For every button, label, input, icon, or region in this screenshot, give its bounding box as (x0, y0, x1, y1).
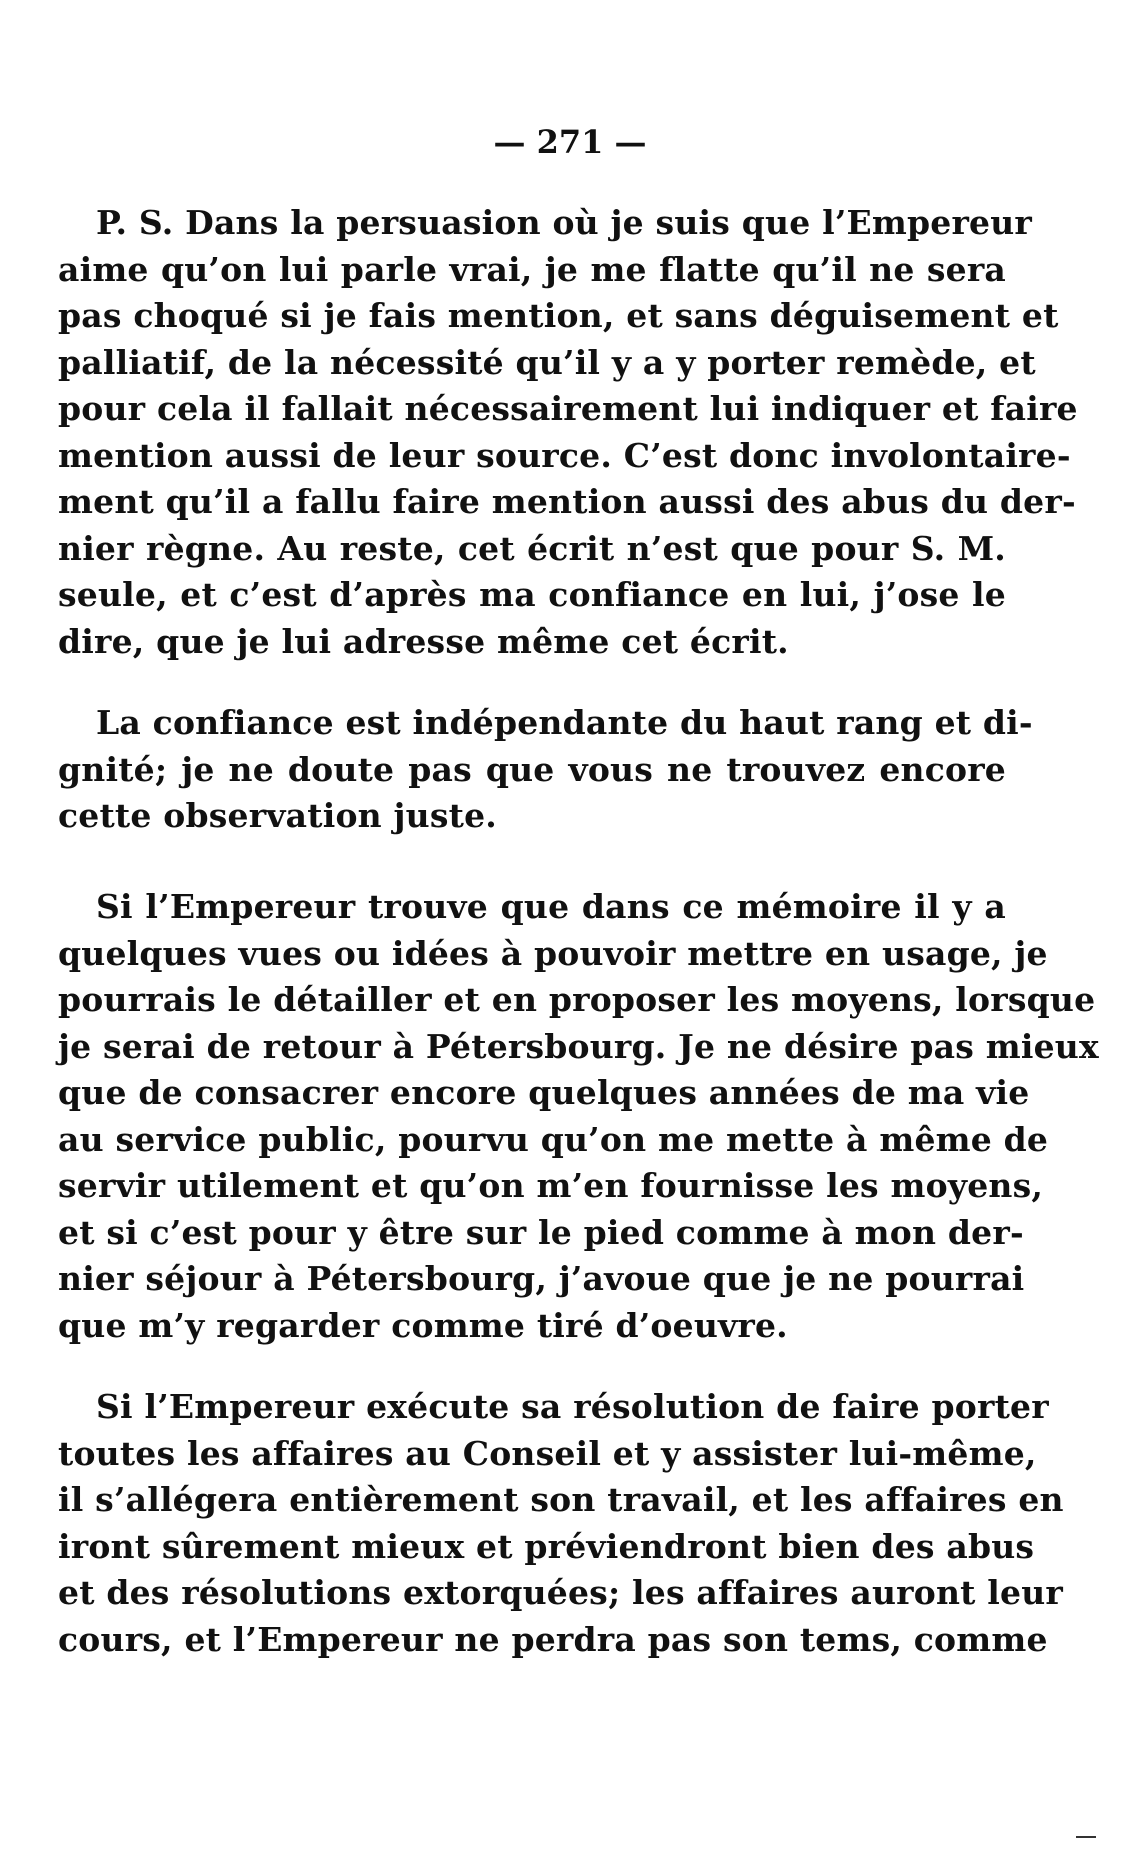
text-line: que m’y regarder comme tiré d’oeuvre. (58, 1305, 788, 1345)
text-line: et des résolutions extorquées; les affaires auront leur (58, 1573, 1063, 1612)
text-line: Si l’Empereur exécute sa résolution de faire porter (96, 1387, 1049, 1426)
text-line: seule, et c’est d’après ma confiance en lui, j’ose le (58, 575, 1006, 614)
text-line: P. S. Dans la persuasion où je suis que l’Empereur (96, 203, 1033, 242)
text-line: aime qu’on lui parle vrai, je me flatte qu’il ne sera (58, 249, 1006, 289)
text-line: et si c’est pour y être sur le pied comme à mon der- (58, 1212, 1024, 1252)
text-line: toutes les affaires au Conseil et y assister lui-même, (58, 1433, 1037, 1473)
text-line: il s’allégera entièrement son travail, et les affaires en (58, 1480, 1064, 1519)
paragraph-memoir (58, 884, 1099, 1349)
margin-mark (1076, 1836, 1096, 1838)
text-line: cette observation juste. (58, 796, 497, 835)
text-line: cours, et l’Empereur ne perdra pas son tems, comme (58, 1619, 1048, 1659)
text-line: quelques vues ou idées à pouvoir mettre en usage, je (58, 933, 1048, 973)
paragraph-council (58, 1384, 1064, 1663)
text-line: nier règne. Au reste, cet écrit n’est que pour S. M. (58, 528, 1006, 568)
text-line: mention aussi de leur source. C’est donc involontaire- (58, 435, 1071, 475)
text-line: dire, que je lui adresse même cet écrit. (58, 621, 789, 661)
text-line: ment qu’il a fallu faire mention aussi des abus du der- (58, 482, 1076, 521)
paragraph-postscript (58, 200, 1078, 665)
paragraph-confidence (58, 700, 1033, 840)
text-line: nier séjour à Pétersbourg, j’avoue que je ne pourrai (58, 1259, 1025, 1298)
text-line: je serai de retour à Pétersbourg. Je ne désire pas mieux (58, 1026, 1099, 1066)
text-line: servir utilement et qu’on m’en fournisse les moyens, (58, 1166, 1044, 1205)
text-line: pas choqué si je fais mention, et sans déguisement et (58, 296, 1059, 335)
page-number: — 271 — (493, 123, 647, 161)
text-line: pour cela il fallait nécessairement lui indiquer et faire (58, 389, 1078, 428)
text-line: palliatif, de la nécessité qu’il y a y porter remède, et (58, 342, 1036, 382)
text-line: que de consacrer encore quelques années de ma vie (58, 1073, 1030, 1112)
text-line: Si l’Empereur trouve que dans ce mémoire il y a (96, 887, 1006, 926)
text-line: La confiance est indépendante du haut rang et di- (96, 703, 1033, 742)
text-line: pourrais le détailler et en proposer les moyens, lorsque (58, 980, 1096, 1019)
text-line: iront sûrement mieux et préviendront bien des abus (58, 1526, 1035, 1566)
text-line: gnité; je ne doute pas que vous ne trouvez encore (58, 749, 1006, 789)
text-line: au service public, pourvu qu’on me mette à même de (58, 1119, 1049, 1159)
